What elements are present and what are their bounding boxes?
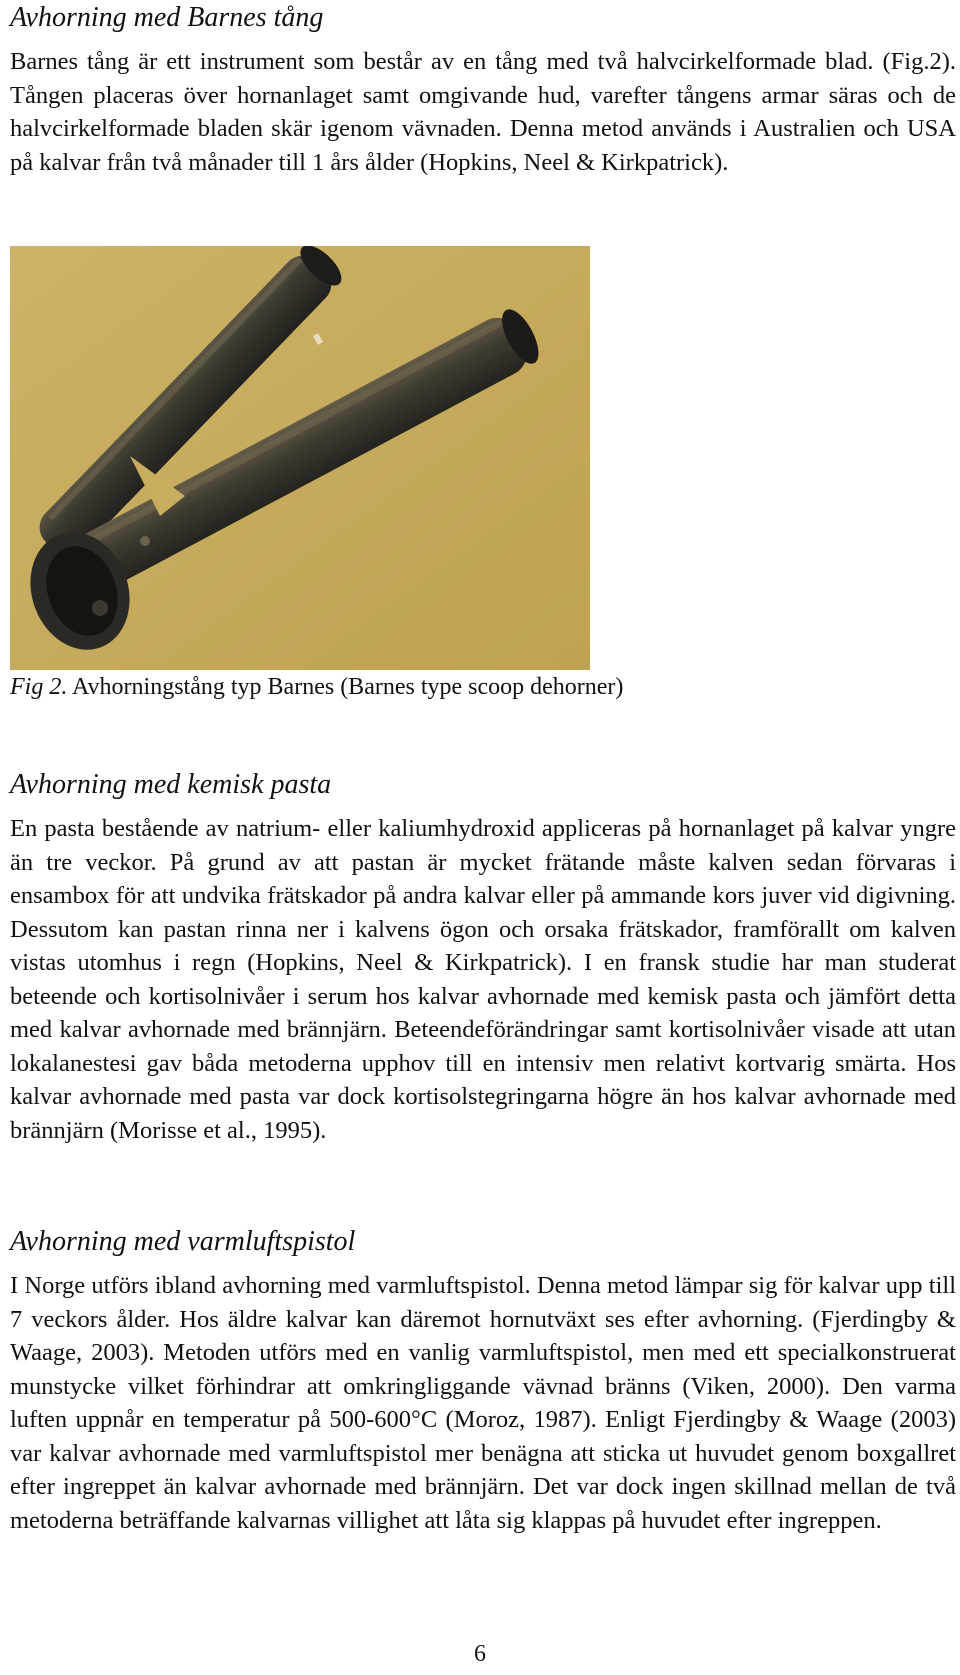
figure-barnes-dehorner [10, 246, 590, 670]
figure-caption [10, 672, 623, 702]
page-number: 6 [474, 1641, 486, 1667]
figure-label: Fig 2. [10, 674, 68, 700]
paragraph-barnes: Barnes tång är ett instrument som består av en tång med två halvcirkelformade blad. (Fig.2). Tången placeras över hornanlaget samt omgivande hud, varefter tångens armar säras och de halvcirkelformade bladen skär igenom vävnaden. Denna metod används i Australien och USA på kalvar från två månader till 1 års ålder (Hopkins, Neel & Kirkpatrick). [10, 48, 956, 176]
heading-varmluftspistol: Avhorning med varmluftspistol [10, 1226, 356, 1257]
heading-barnes: Avhorning med Barnes tång [10, 2, 324, 33]
dehorner-photo [10, 246, 590, 670]
paragraph-varmluftspistol: I Norge utförs ibland avhorning med varmluftspistol. Denna metod lämpar sig för kalvar upp till 7 veckors ålder. Hos äldre kalvar kan däremot hornutväxt ses efter avhorning. (Fjerdingby & Waage, 2003). Metoden utförs med en vanlig varmluftspistol, men med ett specialkonstruerat munstycke vilket förhindrar att omkringliggande vävnad bränns (Viken, 2000). Den varma luften uppnår en temperatur på 500-600°C (Moroz, 1987). Enligt Fjerdingby & Waage (2003) var kalvar avhornade med varmluftspistol mer benägna att sticka ut huvudet genom boxgallret efter ingreppet än kalvar avhornade med brännjärn. Det var dock ingen skillnad mellan de två metoderna beträffande kalvarnas villighet att låta sig klappas på huvudet efter ingreppen. [10, 1272, 956, 1534]
paragraph-kemisk-pasta: En pasta bestående av natrium- eller kaliumhydroxid appliceras på hornanlaget på kalvar yngre än tre veckor. På grund av att pastan är mycket frätande måste kalven sedan förvaras i ensambox för att undvika frätskador på andra kalvar eller på ammande kors juver vid digivning. Dessutom kan pastan rinna ner i kalvens ögon och orsaka frätskador, framförallt om kalven vistas utomhus i regn (Hopkins, Neel & Kirkpatrick). I en fransk studie har man studerat beteende och kortisolnivåer i serum hos kalvar avhornade med kemisk pasta och jämfört detta med kalvar avhornade med brännjärn. Beteendeförändringar samt kortisolnivåer visade att utan lokalanestesi gav båda metoderna upphov till en intensiv men relativt kortvarig smärta. Hos kalvar avhornade med pasta var dock kortisolstegringarna högre än hos kalvar avhornade med brännjärn (Morisse et al., 1995). [10, 815, 956, 1144]
heading-kemisk-pasta: Avhorning med kemisk pasta [10, 769, 332, 800]
figure-caption-text: Avhorningstång typ Barnes (Barnes type scoop dehorner) [67, 674, 624, 700]
